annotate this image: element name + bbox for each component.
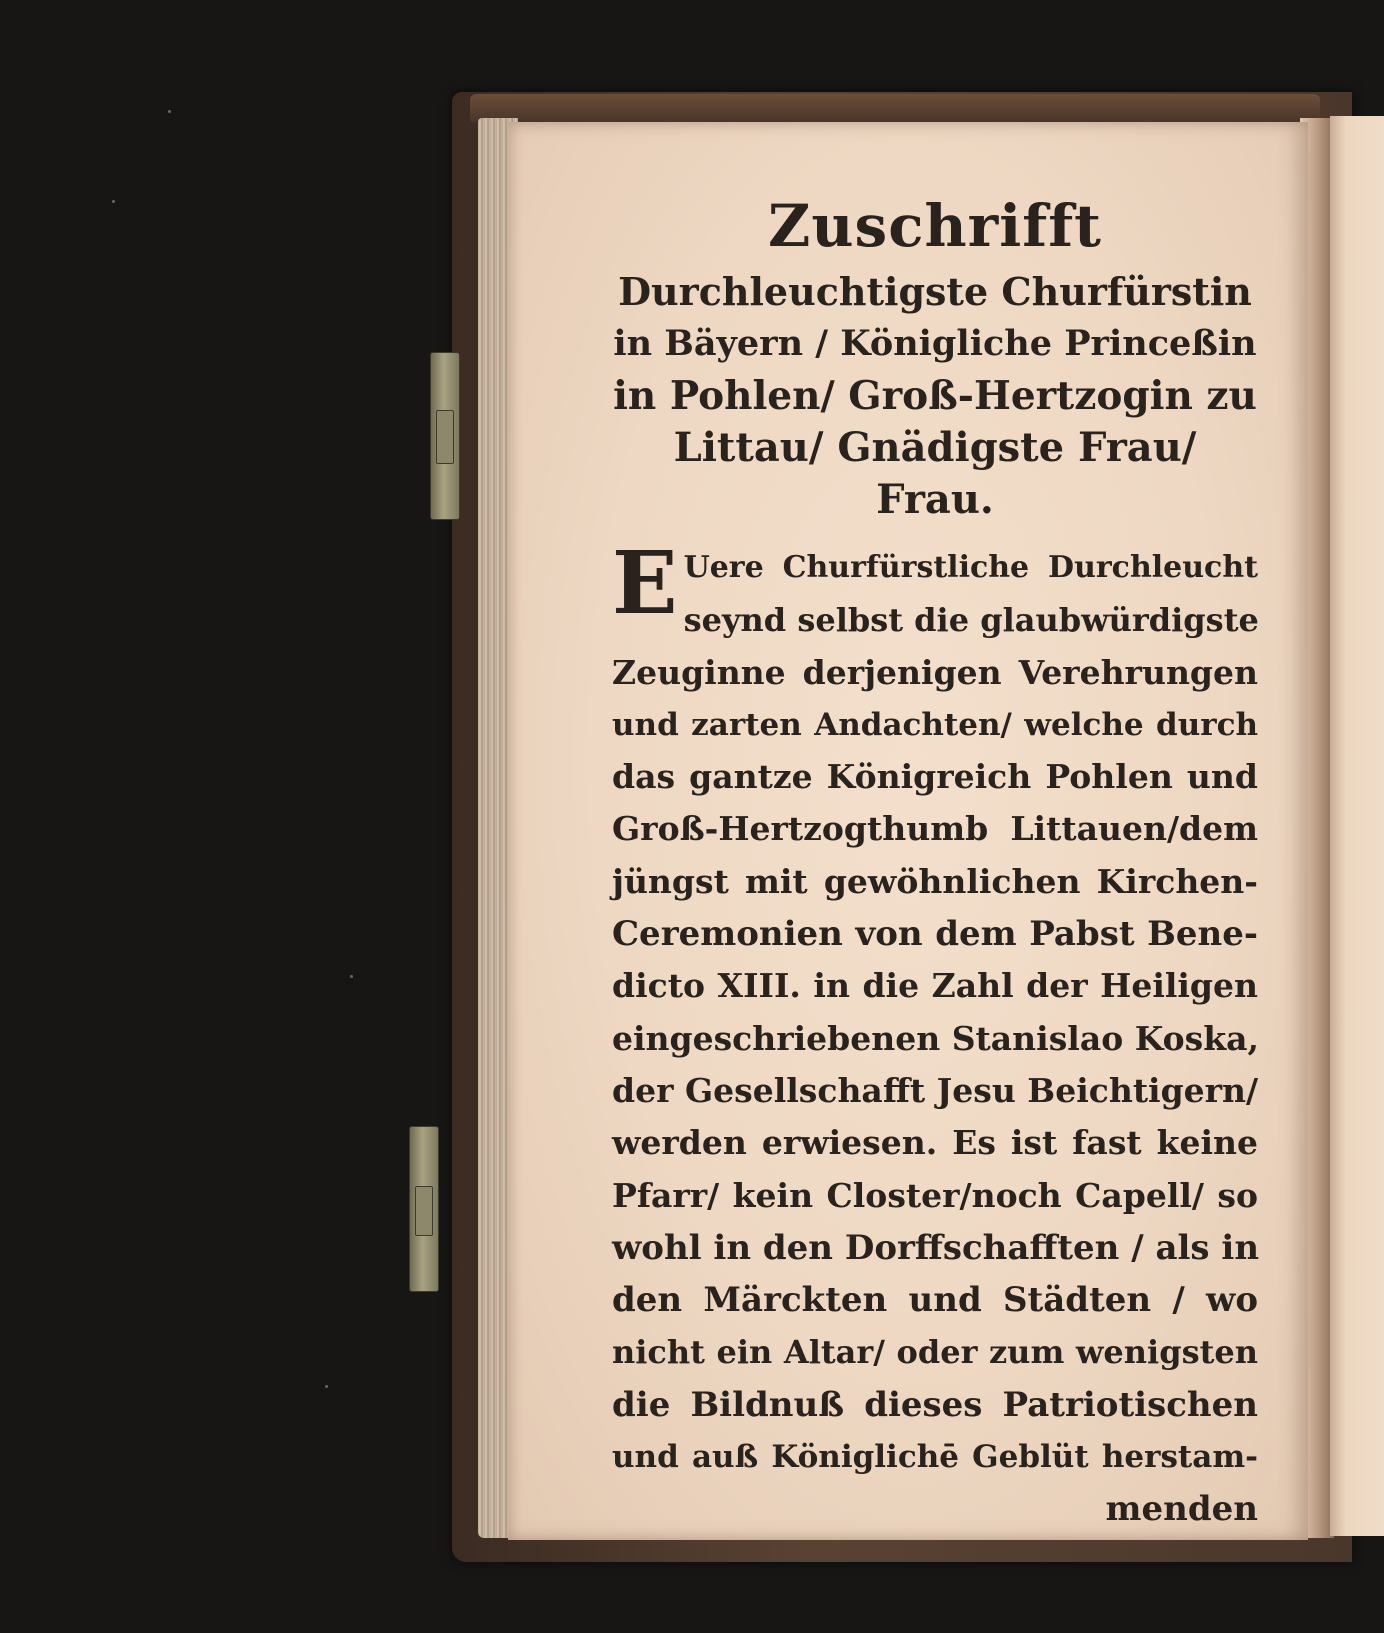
drop-cap: E (612, 533, 678, 634)
body-line: die Bildnuß dieses Patriotischen (612, 1384, 1258, 1425)
body-line: der Gesellschafft Jesu Beichtigern/ (612, 1070, 1259, 1110)
body-line: den Märckten und Städten / wo (612, 1280, 1258, 1321)
salutation-line: Durchleuchtigste Churfürstin (618, 269, 1252, 314)
salutation-line: Littau/ Gnädigste Frau/ (673, 424, 1197, 471)
salutation-line: in Bäyern / Königliche Princeßin (613, 323, 1257, 364)
scan-speck (350, 975, 353, 978)
first-line-text: Uere Churfürstliche Durchleucht (683, 550, 1258, 585)
body-line: nicht ein Altar/ oder zum wenigsten (612, 1333, 1258, 1372)
body-line: das gantze Königreich Pohlen und (612, 757, 1258, 797)
body-line: jüngst mit gewöhnlichen Kirchen- (612, 861, 1258, 901)
salutation-line: in Pohlen/ Groß-Hertzogin zu (613, 373, 1257, 419)
body-line: Groß-Hertzogthumb Littauen/dem (612, 809, 1258, 849)
body-line: werden erwiesen. Es ist fast keine (612, 1123, 1258, 1163)
body-line: Pfarr/ kein Closter/noch Capell/ so (612, 1175, 1258, 1215)
body-line: wohl in den Dorffschafften / als in (612, 1227, 1260, 1268)
page-title: Zuschrifft (768, 192, 1102, 260)
body-line: eingeschriebenen Stanislao Koska, (612, 1018, 1259, 1058)
body-line: und zarten Andachten/ welche durch (612, 706, 1258, 743)
body-line: seynd selbst die glaubwürdigste (683, 601, 1259, 640)
catchword: menden (1105, 1489, 1258, 1530)
scan-speck (112, 200, 115, 203)
scan-speck (168, 110, 171, 113)
body-line: Ceremonien von dem Pabst Bene- (612, 914, 1258, 955)
book-cover-top-edge (470, 94, 1320, 122)
scan-speck (325, 1385, 328, 1388)
upper-clasp-hinge (436, 410, 454, 464)
salutation-line: Frau. (876, 476, 994, 523)
body-line: Zeuginne derjenigen Verehrungen (612, 652, 1258, 692)
body-paragraph (612, 533, 1260, 1536)
lower-clasp-hinge (415, 1186, 433, 1236)
page-text (612, 190, 1258, 1536)
facing-page (1330, 116, 1384, 1536)
body-line: und auß Königlichē Geblüt herstam- (612, 1439, 1258, 1476)
body-line: dicto XIII. in die Zahl der Heiligen (612, 966, 1258, 1006)
